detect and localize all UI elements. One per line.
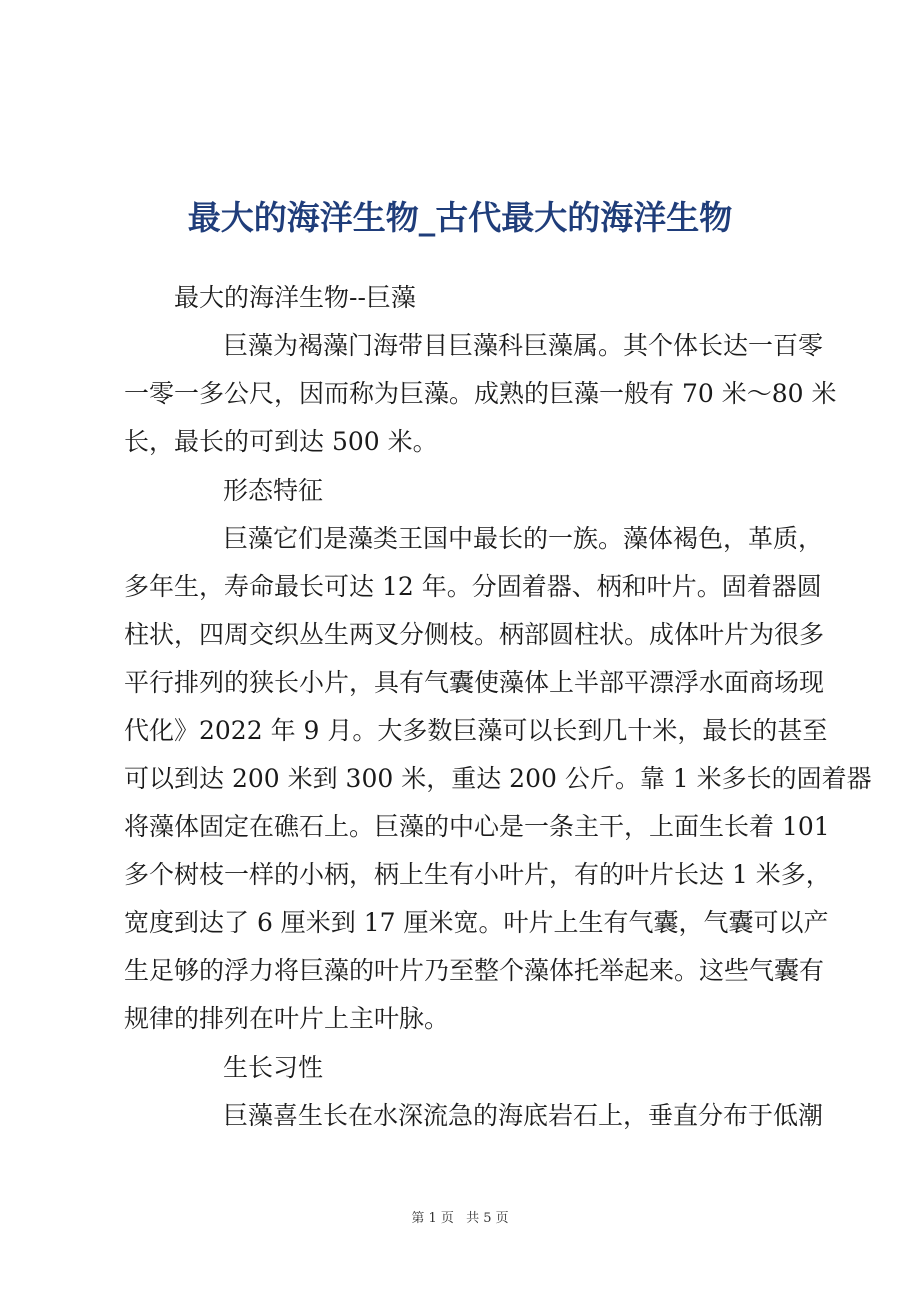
section-heading: 生长习性 (223, 1053, 324, 1082)
paragraph-line: 巨藻为褐藻门海带目巨藻科巨藻属。其个体长达一百零 (223, 331, 824, 360)
page-total: 共 5 页 (466, 1211, 509, 1226)
paragraph-line: 巨藻它们是藻类王国中最长的一族。藻体褐色，革质， (223, 524, 824, 553)
paragraph-line: 一零一多公尺，因而称为巨藻。成熟的巨藻一般有 70 米～80 米 (124, 379, 837, 408)
paragraph-line: 长，最长的可到达 500 米。 (124, 427, 438, 456)
paragraph-line: 柱状，四周交织丛生两叉分侧枝。柄部圆柱状。成体叶片为很多 (124, 620, 825, 649)
page-number: 第 1 页 (411, 1211, 454, 1226)
paragraph-line: 可以到达 200 米到 300 米，重达 200 公斤。靠 1 米多长的固着器 (124, 764, 872, 793)
paragraph-line: 多年生，寿命最长可达 12 年。分固着器、柄和叶片。固着器圆 (124, 572, 822, 601)
page-footer (0, 1207, 920, 1226)
paragraph-line: 多个树枝一样的小柄，柄上生有小叶片，有的叶片长达 1 米多， (124, 860, 831, 889)
subtitle: 最大的海洋生物--巨藻 (174, 283, 416, 312)
section-heading: 形态特征 (223, 476, 324, 505)
paragraph-line: 巨藻喜生长在水深流急的海底岩石上，垂直分布于低潮 (223, 1101, 824, 1130)
paragraph-line: 代化》2022 年 9 月。大多数巨藻可以长到几十米，最长的甚至 (124, 716, 828, 745)
paragraph-line: 将藻体固定在礁石上。巨藻的中心是一条主干，上面生长着 101 (124, 812, 830, 841)
document-title: 最大的海洋生物_古代最大的海洋生物 (187, 198, 733, 237)
paragraph-line: 宽度到达了 6 厘米到 17 厘米宽。叶片上生有气囊，气囊可以产 (124, 908, 829, 937)
paragraph-line: 生足够的浮力将巨藻的叶片乃至整个藻体托举起来。这些气囊有 (124, 956, 825, 985)
paragraph-line: 规律的排列在叶片上主叶脉。 (124, 1004, 450, 1033)
paragraph-line: 平行排列的狭长小片，具有气囊使藻体上半部平漂浮水面商场现 (124, 668, 825, 697)
